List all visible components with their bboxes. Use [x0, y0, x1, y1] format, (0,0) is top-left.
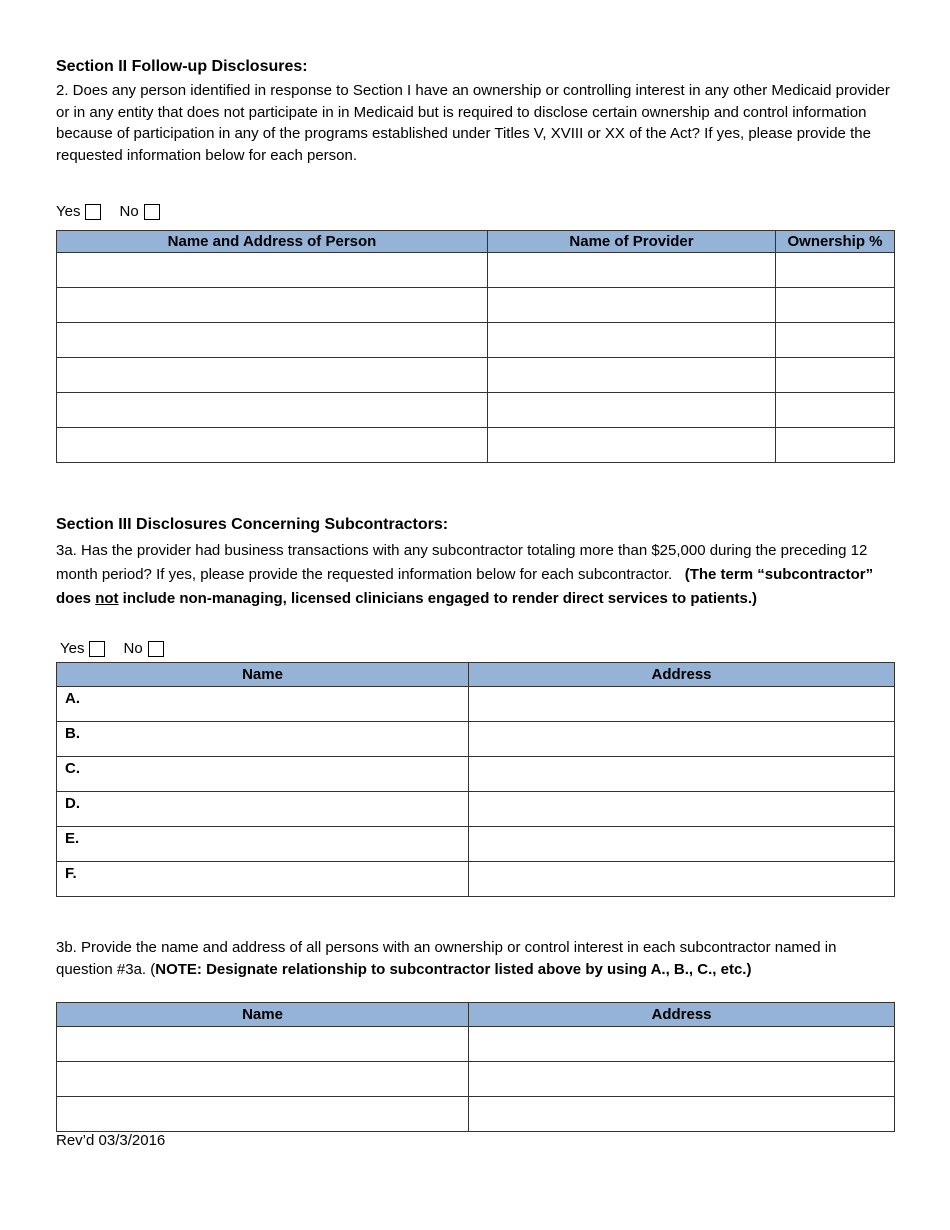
table-row — [57, 1027, 895, 1062]
row-letter-cell[interactable]: C. — [57, 757, 469, 792]
name-address-cell[interactable] — [57, 428, 488, 463]
question-3b-note: NOTE: Designate relationship to subcontractor listed above by using A., B., C., etc.) — [155, 960, 752, 978]
header-name: Name — [57, 663, 469, 687]
name-address-cell[interactable] — [57, 393, 488, 428]
yes-label: Yes — [60, 640, 85, 657]
header-name-address: Name and Address of Person — [57, 231, 488, 253]
yes-checkbox[interactable] — [89, 641, 105, 657]
section-2-table — [56, 230, 895, 463]
name-address-cell[interactable] — [57, 253, 488, 288]
table-row — [57, 687, 895, 722]
yes-label: Yes — [56, 203, 81, 220]
table-row — [57, 393, 895, 428]
subcontractor-table — [56, 662, 895, 897]
question-3b-text: 3b. Provide the name and address of all persons with an ownership or control interest in each subcontractor named in question #3a. ( — [56, 939, 837, 978]
section-3-yes-no — [60, 640, 164, 657]
table-row — [57, 827, 895, 862]
address-cell[interactable] — [469, 687, 895, 722]
address-cell[interactable] — [469, 1027, 895, 1062]
question-3a-text: 3a. Has the provider had business transactions with any subcontractor totaling more than $25,000 during the preceding 12 month period? If yes, please provide the requested information below for each subcontractor. — [56, 542, 868, 583]
provider-cell[interactable] — [488, 323, 776, 358]
section-2-yes-no — [56, 203, 160, 220]
table-row — [57, 1097, 895, 1132]
ownership-cell[interactable] — [776, 393, 895, 428]
question-3b — [56, 937, 896, 980]
table-row — [57, 358, 895, 393]
table-row — [57, 288, 895, 323]
provider-cell[interactable] — [488, 253, 776, 288]
no-label: No — [119, 203, 139, 220]
row-letter-cell[interactable]: E. — [57, 827, 469, 862]
provider-cell[interactable] — [488, 393, 776, 428]
address-cell[interactable] — [469, 792, 895, 827]
section-3-heading: Section III Disclosures Concerning Subcontractors: — [56, 516, 449, 533]
name-address-cell[interactable] — [57, 358, 488, 393]
table-row — [57, 1062, 895, 1097]
section-2-heading: Section II Follow-up Disclosures: — [56, 58, 308, 75]
header-name: Name — [57, 1003, 469, 1027]
no-checkbox[interactable] — [144, 204, 160, 220]
ownership-cell[interactable] — [776, 323, 895, 358]
ownership-cell[interactable] — [776, 358, 895, 393]
name-address-cell[interactable] — [57, 288, 488, 323]
header-provider-name: Name of Provider — [488, 231, 776, 253]
address-cell[interactable] — [469, 827, 895, 862]
address-cell[interactable] — [469, 1097, 895, 1132]
address-cell[interactable] — [469, 862, 895, 897]
yes-checkbox[interactable] — [85, 204, 101, 220]
name-cell[interactable] — [57, 1062, 469, 1097]
row-letter-cell[interactable]: D. — [57, 792, 469, 827]
table-row — [57, 757, 895, 792]
table-row — [57, 428, 895, 463]
section-2-question: 2. Does any person identified in response to Section I have an ownership or controlling interest in any other Medicaid provider or in any entity that does not participate in in Medicaid but is required to disclose certain ownership and control information because of participation in any of the programs established under Titles V, XVIII or XX of the Act? If yes, please provide the requested information below for each person. — [56, 82, 890, 164]
address-cell[interactable] — [469, 1062, 895, 1097]
question-3a — [56, 539, 896, 611]
address-cell[interactable] — [469, 722, 895, 757]
revision-date: Rev’d 03/3/2016 — [56, 1132, 166, 1149]
name-cell[interactable] — [57, 1027, 469, 1062]
row-letter-cell[interactable]: F. — [57, 862, 469, 897]
ownership-cell[interactable] — [776, 288, 895, 323]
name-cell[interactable] — [57, 1097, 469, 1132]
header-address: Address — [469, 1003, 895, 1027]
provider-cell[interactable] — [488, 358, 776, 393]
address-cell[interactable] — [469, 757, 895, 792]
header-ownership-pct: Ownership % — [776, 231, 895, 253]
ownership-interest-table — [56, 1002, 895, 1132]
row-letter-cell[interactable]: A. — [57, 687, 469, 722]
row-letter-cell[interactable]: B. — [57, 722, 469, 757]
provider-cell[interactable] — [488, 288, 776, 323]
ownership-cell[interactable] — [776, 253, 895, 288]
ownership-cell[interactable] — [776, 428, 895, 463]
no-checkbox[interactable] — [148, 641, 164, 657]
name-address-cell[interactable] — [57, 323, 488, 358]
table-row — [57, 862, 895, 897]
no-label: No — [123, 640, 143, 657]
table-row — [57, 722, 895, 757]
table-row — [57, 323, 895, 358]
provider-cell[interactable] — [488, 428, 776, 463]
question-3a-note: (The term “subcontractor” does not include non-managing, licensed clinicians engaged to render direct services to patients.) — [56, 566, 874, 607]
table-row — [57, 792, 895, 827]
table-row — [57, 253, 895, 288]
header-address: Address — [469, 663, 895, 687]
